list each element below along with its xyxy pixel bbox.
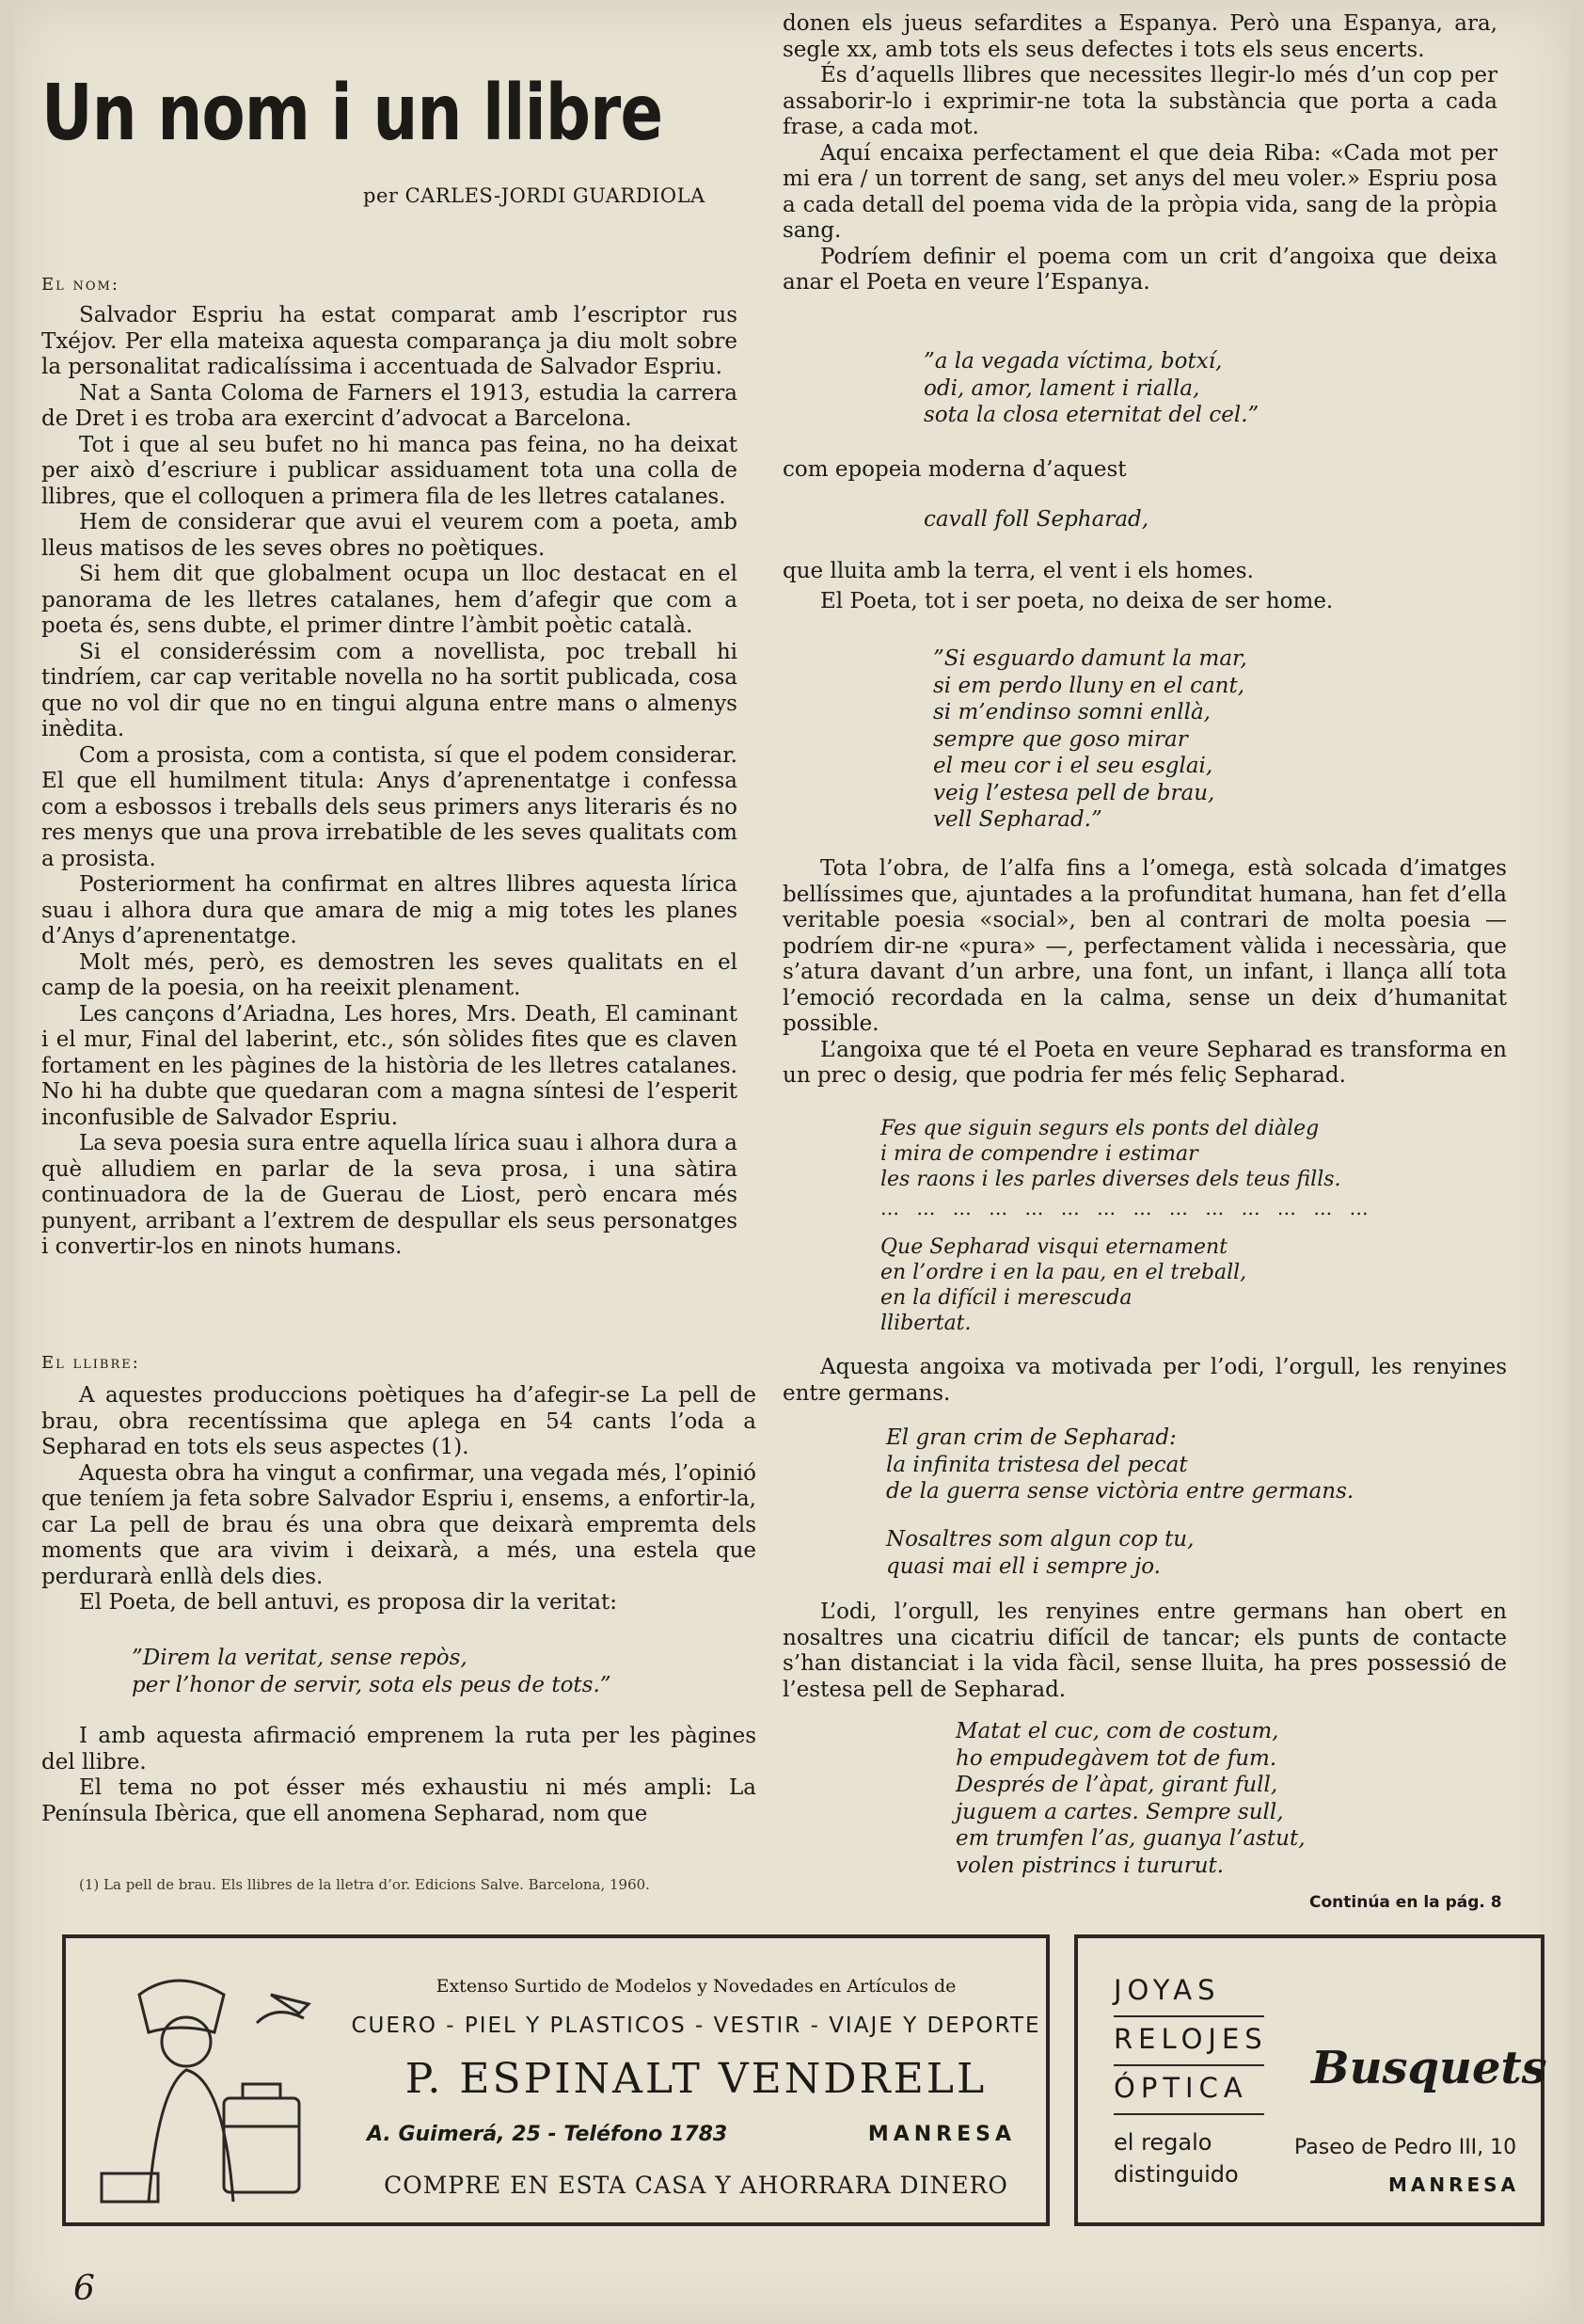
right-column-mid xyxy=(783,856,1507,1090)
paragraph: Podríem definir el poema com un crit d’angoixa que deixa anar el Poeta en veure l’Espanya. xyxy=(783,244,1497,294)
right-column-odi xyxy=(783,1600,1507,1703)
paragraph: Tota l’obra, de l’alfa fins a l’omega, està solcada d’imatges bellíssimes que, ajuntades a la profunditat humana, han fet d’ella veritable poesia «social», ben al contrari de molta poesia — podríem dir-ne «pura» —, perfectament vàlida i necessària, que s’atura davant d’un arbre, una font, un infant, i llança allí tota l’emoció recordada en la calma, sense un deix d’humanitat possible. xyxy=(783,856,1507,1036)
ellipsis-line: … … … … … … … … … … … … … … xyxy=(880,1197,1374,1219)
divider xyxy=(1114,2113,1264,2115)
right-column-angoixa xyxy=(783,1355,1507,1407)
paragraph: Aquí encaixa perfectament el que deia Riba: «Cada mot per mi era / un torrent de sang, set anys del meu voler.» Espriu posa a cada detall del poema vida de la pròpia vida, sang de la pròpia sang. xyxy=(783,140,1497,243)
traveler-illustration-icon xyxy=(83,1957,346,2211)
paragraph: Aquesta angoixa va motivada per l’odi, l’orgull, les renyines entre germans. xyxy=(783,1355,1507,1406)
poem-matat-el-cuc: Matat el cuc, com de costum, ho empudegàvem tot de fum. Després de l’àpat, girant full, juguem a cartes. Sempre sull, em trumfen l’as, guanya l’astut, volen pistrincs i tururut. xyxy=(956,1719,1306,1878)
ad-item-relojes: RELOJES xyxy=(1114,2023,1268,2055)
section-heading-nom: El nom: xyxy=(41,275,119,294)
page-number: 6 xyxy=(73,2269,95,2308)
poem-que-sepharad: Que Sepharad visqui eternament en l’ordre i en la pau, en el treball, en la difícil i merescuda llibertat. xyxy=(880,1235,1247,1335)
ad-address: A. Guimerá, 25 - Teléfono 1783 xyxy=(367,2123,728,2146)
ad-tagline: Extenso Surtido de Modelos y Novedades en Artículos de xyxy=(436,1976,957,1997)
poem-victima: ”a la vegada víctima, botxí, odi, amor, lament i rialla, sota la closa eternitat del cel.” xyxy=(924,349,1259,427)
continued-note: Continúa en la pág. 8 xyxy=(1309,1893,1502,1912)
right-column-top xyxy=(783,11,1497,296)
quote-veritat: ”Direm la veritat, sense repòs, per l’honor de servir, sota els peus de tots.” xyxy=(132,1646,611,1697)
paragraph: Aquesta obra ha vingut a confirmar, una vegada més, l’opinió que teníem ja feta sobre Salvador Espriu i, ensems, a enfortir-la, car La pell de brau és una obra que deixarà empremta dels moments que ara vivim i deixarà, a més, una estela que perdurarà enllà dels dies. xyxy=(41,1460,756,1589)
ad-item-joyas: JOYAS xyxy=(1114,1974,1221,2006)
paragraph: I amb aquesta afirmació emprenem la ruta per les pàgines del llibre. xyxy=(41,1724,756,1775)
paragraph: És d’aquells llibres que necessites llegir-lo més d’un cop per assaborir-lo i exprimir-ne tota la substància que porta a cada frase, a cada mot. xyxy=(783,63,1497,139)
article-title: Un nom i un llibre xyxy=(41,69,663,158)
paragraph: L’odi, l’orgull, les renyines entre germans han obert en nosaltres una cicatriu difícil de tancar; els punts de contacte s’han distanciat i la vida fàcil, sense lluita, ha pres possessió de l’estesa pell de Sepharad. xyxy=(783,1600,1507,1702)
ad-address: Paseo de Pedro III, 10 xyxy=(1294,2136,1517,2159)
paragraph: El Poeta, de bell antuvi, es proposa dir la veritat: xyxy=(79,1590,617,1615)
paragraph: Hem de considerar que avui el veurem com a poeta, amb lleus matisos de les seves obres no poètiques. xyxy=(41,510,737,561)
poem-gran-crim: El gran crim de Sepharad: la infinita tristesa del pecat de la guerra sense victòria entre germans. xyxy=(886,1425,1354,1504)
left-column-top xyxy=(41,303,737,1261)
paragraph: Com a prosista, com a contista, sí que el podem considerar. El que ell humilment titula: Anys d’aprenentatge i confessa com a esbossos i treballs dels seus primers anys literaris és no res menys que una prova irrebatible de les seves qualitats com a prosista. xyxy=(41,742,737,871)
ad-gift-line2: distinguido xyxy=(1114,2161,1239,2188)
paragraph: Si hem dit que globalment ocupa un lloc destacat en el panorama de les lletres catalanes, hem d’afegir que com a poeta és, sens dubte, el primer dintre l’àmbit poètic català. xyxy=(41,562,737,638)
ad-brand-logo: Busquets xyxy=(1311,2042,1547,2094)
paragraph: Nat a Santa Coloma de Farners el 1913, estudia la carrera de Dret i es troba ara exercint d’advocat a Barcelona. xyxy=(41,380,737,431)
paragraph: A aquestes produccions poètiques ha d’afegir-se La pell de brau, obra recentíssima que aplega en 54 cants l’oda a Sepharad en tots els seus aspectes (1). xyxy=(41,1383,756,1459)
poem-si-esguardo: ”Si esguardo damunt la mar, si em perdo lluny en el cant, si m’endinso somni enllà, sempre que goso mirar el meu cor i el seu esglai, veig l’estesa pell de brau, vell Sepharad.” xyxy=(933,646,1247,832)
paragraph: Tot i que al seu bufet no hi manca pas feina, no ha deixat per això d’escriure i publicar assiduament tota una colla de llibres, que el colloquen a primera fila de les lletres catalanes. xyxy=(41,432,737,509)
article-byline: per CARLES-JORDI GUARDIOLA xyxy=(363,184,705,207)
section-heading-llibre: El llibre: xyxy=(41,1353,140,1373)
ad-gift-text xyxy=(1114,2126,1239,2190)
divider xyxy=(1114,2064,1264,2066)
ad-busquets xyxy=(1074,1934,1547,2226)
paragraph: Si el consideréssim com a novellista, poc treball hi tindríem, car cap veritable novella no ha sortit publicada, cosa que no vol dir que no en tingui alguna entre mans o almenys inèdita. xyxy=(41,639,737,741)
poem-fes-que: Fes que siguin segurs els ponts del diàleg i mira de compendre i estimar les raons i les parles diverses dels teus fills. xyxy=(880,1117,1341,1191)
paragraph: El Poeta, tot i ser poeta, no deixa de ser home. xyxy=(820,589,1334,613)
paragraph: Molt més, però, es demostren les seves qualitats en el camp de la poesia, on ha reeixit plenament. xyxy=(41,949,737,1000)
ad-item-optica: ÓPTICA xyxy=(1114,2072,1248,2104)
paragraph: com epopeia moderna d’aquest xyxy=(783,457,1127,482)
paragraph: donen els jueus sefardites a Espanya. Però una Espanya, ara, segle xx, amb tots els seus defectes i tots els seus encerts. xyxy=(783,11,1497,62)
ad-city: MANRESA xyxy=(1388,2173,1520,2196)
poem-nosaltres: Nosaltres som algun cop tu, quasi mai ell i sempre jo. xyxy=(886,1527,1195,1579)
paragraph: que lluita amb la terra, el vent i els homes. xyxy=(783,559,1254,583)
footnote: (1) La pell de brau. Els llibres de la lletra d’or. Edicions Salve. Barcelona, 1960. xyxy=(79,1876,650,1893)
poem-cavall: cavall foll Sepharad, xyxy=(924,507,1149,532)
left-column-end xyxy=(41,1724,756,1827)
left-column-bottom xyxy=(41,1383,756,1616)
paragraph: La seva poesia sura entre aquella lírica suau i alhora dura a què alludiem en parlar de la seva prosa, i una sàtira continuadora de la de Guerau de Liost, però encara més punyent, arribant a l’extrem de despullar els seus personatges i convertir-los en ninots humans. xyxy=(41,1131,738,1259)
divider xyxy=(1114,2015,1264,2017)
magazine-page xyxy=(13,0,1571,2324)
ad-store-name: P. ESPINALT VENDRELL xyxy=(404,2055,988,2103)
ad-city: MANRESA xyxy=(867,2123,1016,2146)
ad-categories: CUERO - PIEL Y PLASTICOS - VESTIR - VIAJE Y DEPORTE xyxy=(351,2014,1041,2038)
ad-slogan: COMPRE EN ESTA CASA Y AHORRARA DINERO xyxy=(384,2172,1008,2199)
paragraph: El tema no pot ésser més exhaustiu ni més ampli: La Península Ibèrica, que ell anomena Sepharad, nom que xyxy=(41,1775,756,1826)
paragraph: Salvador Espriu ha estat comparat amb l’escriptor rus Txéjov. Per ella mateixa aquesta comparança ja diu molt sobre la personalitat radicalíssima i accentuada de Salvador Espriu. xyxy=(41,303,737,379)
ad-espinalt-vendrell xyxy=(62,1934,1050,2226)
ad-gift-line1: el regalo xyxy=(1114,2129,1212,2156)
paragraph: Les cançons d’Ariadna, Les hores, Mrs. Death, El caminant i el mur, Final del laberint, etc., són sòlides fites que es claven fortament en les pàgines de la història de les lletres catalanes. No hi ha dubte que quedaran com a magna síntesi de l’esperit inconfusible de Salvador Espriu. xyxy=(41,1001,737,1130)
paragraph: L’angoixa que té el Poeta en veure Sepharad es transforma en un prec o desig, que podria fer més feliç Sepharad. xyxy=(783,1037,1507,1088)
paragraph: Posteriorment ha confirmat en altres llibres aquesta lírica suau i alhora dura que amara de mig a mig totes les planes d’Anys d’aprenentatge. xyxy=(41,872,737,948)
